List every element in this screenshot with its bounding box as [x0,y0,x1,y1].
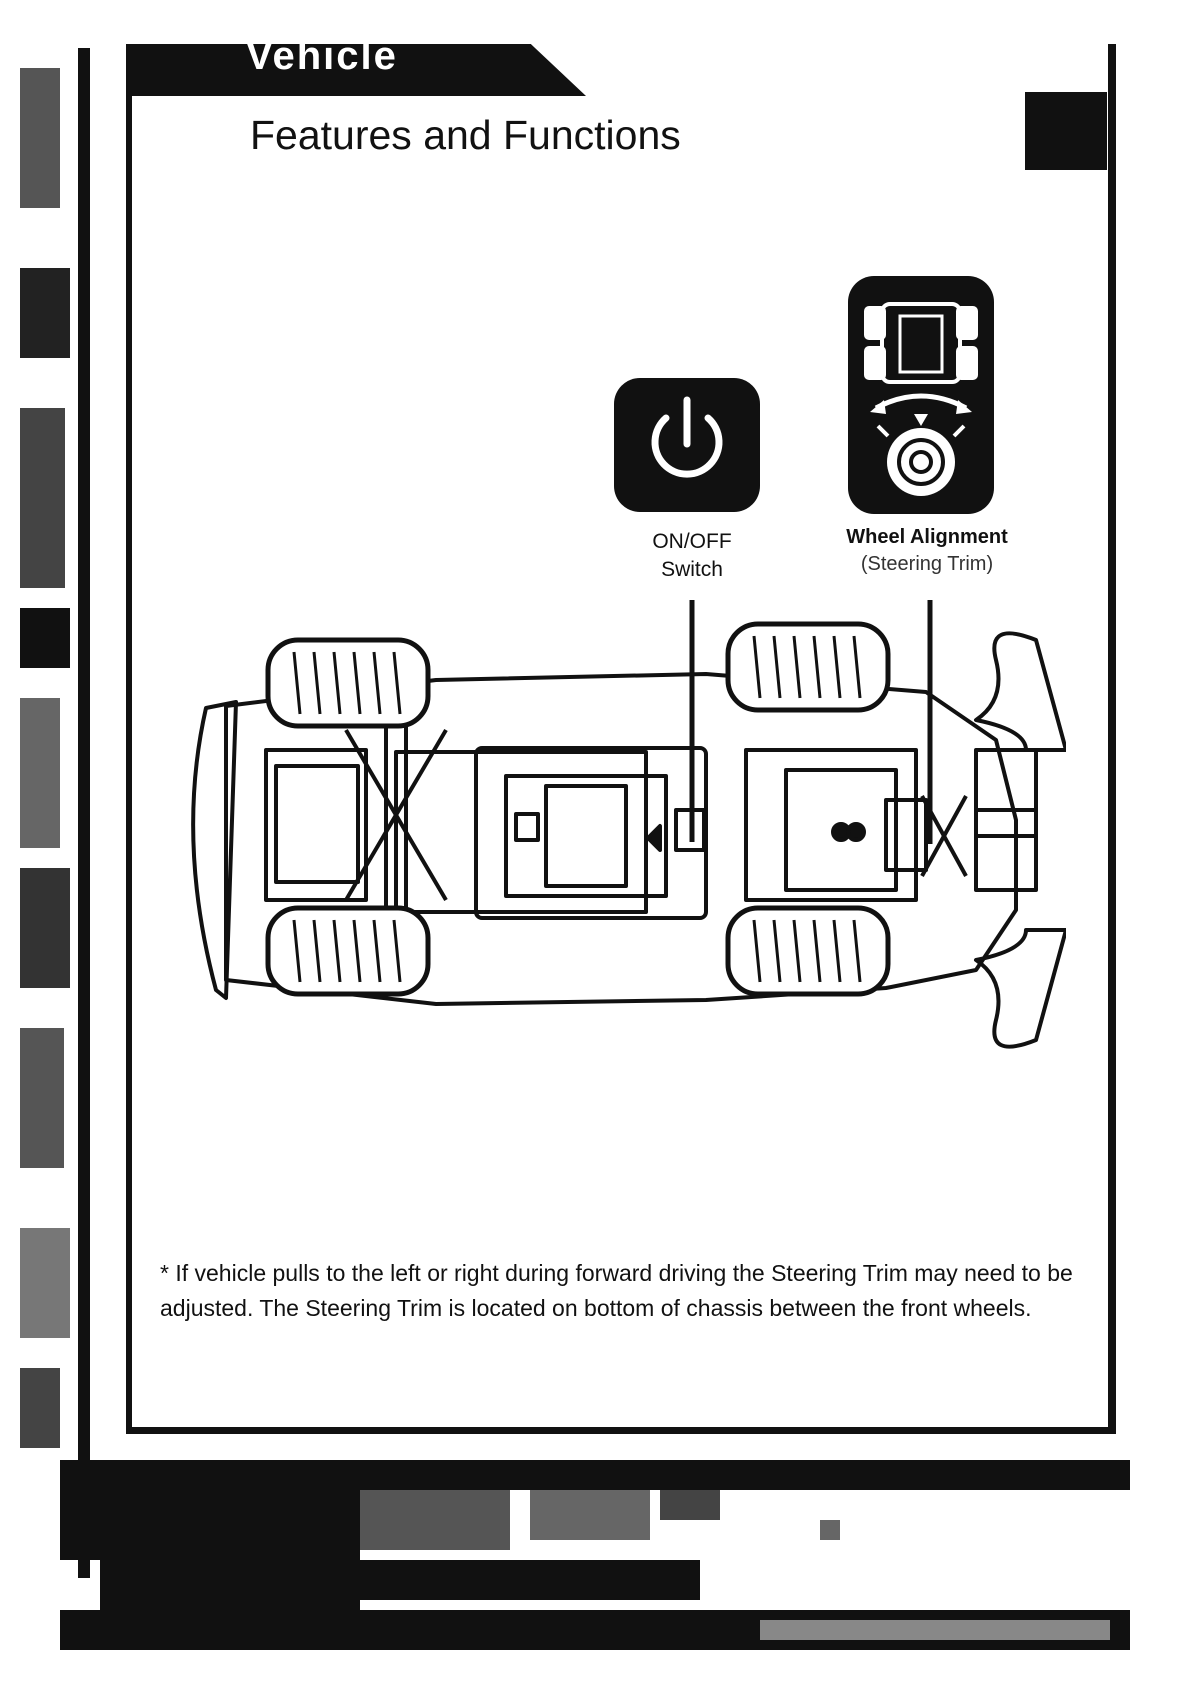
trim-label-main: Wheel Alignment [846,526,1008,548]
scan-noise-bottom [60,1460,1130,1660]
power-icon [614,378,760,512]
power-label-line1: ON/OFF [652,530,732,553]
trim-label-sub: (Steering Trim) [860,553,994,575]
footnote-line2: adjusted. The Steering Trim is located on bottom of chassis between the front wheels. [160,1294,1032,1321]
power-label-line2: Switch [661,558,723,582]
steering-trim-icon [848,276,994,514]
scan-noise-left [20,48,98,1578]
steering-trim-label [812,524,1042,578]
footnote-line1: * If vehicle pulls to the left or right during forward driving the Steering Trim may need to be [160,1260,1073,1286]
power-switch-label [630,528,754,585]
page-title: Features and Functions [250,112,681,158]
footnote [160,1256,1090,1325]
vehicle-underside-diagram [186,600,1066,1080]
section-label: Vehicle [246,34,398,78]
